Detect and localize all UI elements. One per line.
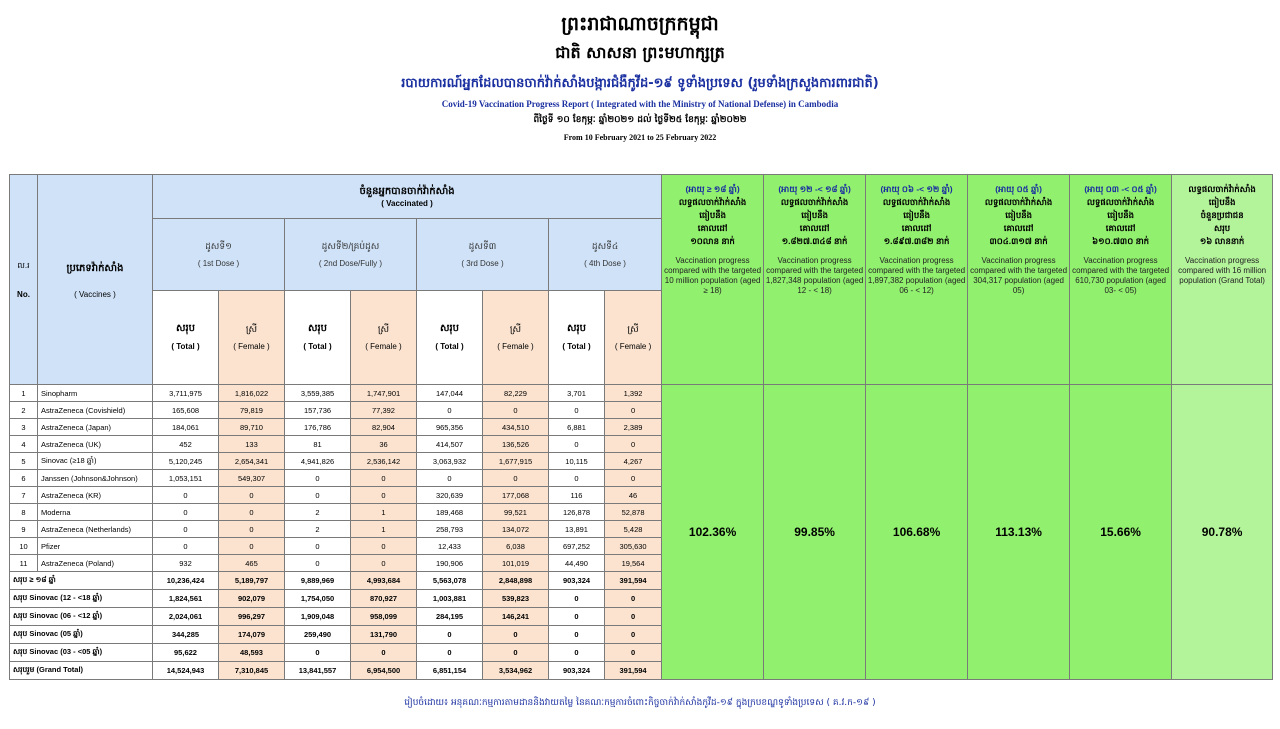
total-value: 320,639 bbox=[417, 487, 483, 504]
total-value: 259,490 bbox=[285, 626, 351, 644]
total-value: 126,878 bbox=[549, 504, 605, 521]
total-value: 0 bbox=[417, 402, 483, 419]
date-range-khmer: ពីថ្ងៃទី ១០ ខែកុម្ភៈ ឆ្នាំ២០២១ ដល់ ថ្ងៃទី២៥ ខែកុម្ភៈ ឆ្នាំ២០២២ bbox=[533, 115, 747, 125]
report-title-khmer: របាយការណ៍អ្នកដែលបានចាក់វ៉ាក់សាំងបង្ការជំងឺកូវីដ-១៩ ទូទាំងប្រទេស (រួមទាំងក្រសួងការពារជាតិ) bbox=[401, 76, 879, 91]
total-value: 3,711,975 bbox=[153, 385, 219, 402]
female-value: 77,392 bbox=[351, 402, 417, 419]
vaccine-name: Janssen (Johnson&Johnson) bbox=[38, 470, 153, 487]
group-target: ៦១០.៧៣០ នាក់ bbox=[1092, 236, 1150, 246]
total-value: 0 bbox=[417, 644, 483, 662]
female-value: 134,072 bbox=[483, 521, 549, 538]
subhead-female bbox=[605, 291, 662, 385]
female-km: ស្រី bbox=[509, 323, 522, 334]
vaccine-name: AstraZeneca (UK) bbox=[38, 436, 153, 453]
female-value: 0 bbox=[351, 487, 417, 504]
female-value: 3,534,962 bbox=[483, 662, 549, 680]
group-header-06-12 bbox=[866, 175, 968, 385]
female-value: 133 bbox=[219, 436, 285, 453]
total-value: 0 bbox=[285, 538, 351, 555]
row-number: 9 bbox=[10, 521, 38, 538]
group-desc-en: Vaccination progress compared with the targeted 1,897,382 population (aged 06 - < 12) bbox=[867, 256, 966, 295]
female-value: 82,904 bbox=[351, 419, 417, 436]
total-value: 5,120,245 bbox=[153, 453, 219, 470]
female-en: ( Female ) bbox=[497, 341, 534, 351]
female-value: 131,790 bbox=[351, 626, 417, 644]
vaccine-name: Moderna bbox=[38, 504, 153, 521]
total-value: 190,906 bbox=[417, 555, 483, 572]
dose-header-2 bbox=[285, 219, 417, 291]
female-value: 82,229 bbox=[483, 385, 549, 402]
total-value: 0 bbox=[549, 470, 605, 487]
group-line1: លទ្ធផលចាក់វ៉ាក់សាំង bbox=[1086, 197, 1155, 207]
total-value: 1,754,050 bbox=[285, 590, 351, 608]
total-value: 10,236,424 bbox=[153, 572, 219, 590]
total-km: សរុប bbox=[175, 323, 196, 334]
summary-name: សរុប Sinovac (12 - <18 ឆ្នាំ) bbox=[10, 590, 153, 608]
vaccine-name: Sinopharm bbox=[38, 385, 153, 402]
total-value: 116 bbox=[549, 487, 605, 504]
female-value: 0 bbox=[219, 538, 285, 555]
subhead-total bbox=[285, 291, 351, 385]
female-value: 1,392 bbox=[605, 385, 662, 402]
vaccine-name: AstraZeneca (Poland) bbox=[38, 555, 153, 572]
total-value: 0 bbox=[417, 470, 483, 487]
total-en: ( Total ) bbox=[171, 342, 200, 351]
total-value: 0 bbox=[549, 436, 605, 453]
total-value: 6,881 bbox=[549, 419, 605, 436]
table-row bbox=[10, 385, 1273, 402]
total-value: 697,252 bbox=[549, 538, 605, 555]
total-en: ( Total ) bbox=[435, 342, 464, 351]
row-number: 5 bbox=[10, 453, 38, 470]
female-en: ( Female ) bbox=[233, 341, 270, 351]
female-value: 2,389 bbox=[605, 419, 662, 436]
vaccination-table bbox=[9, 174, 1273, 680]
group-header-05 bbox=[968, 175, 1070, 385]
summary-name: សរុប ≥ ១៨ ឆ្នាំ bbox=[10, 572, 153, 590]
group-target: ១៦ លាននាក់ bbox=[1199, 236, 1245, 246]
total-value: 0 bbox=[549, 608, 605, 626]
female-value: 434,510 bbox=[483, 419, 549, 436]
group-target: ៣០៤.៣១៧ នាក់ bbox=[989, 236, 1048, 246]
female-km: ស្រី bbox=[627, 323, 639, 334]
female-value: 958,099 bbox=[351, 608, 417, 626]
total-en: ( Total ) bbox=[562, 342, 591, 351]
group-header-03-05 bbox=[1070, 175, 1172, 385]
group-desc-en: Vaccination progress compared with the targeted 10 million population (aged ≥ 18) bbox=[664, 256, 762, 295]
female-value: 6,038 bbox=[483, 538, 549, 555]
total-value: 2,024,061 bbox=[153, 608, 219, 626]
summary-name: សរុប Sinovac (06 - <12 ឆ្នាំ) bbox=[10, 608, 153, 626]
total-value: 1,824,561 bbox=[153, 590, 219, 608]
vaccine-name: AstraZeneca (Covishield) bbox=[38, 402, 153, 419]
female-value: 101,019 bbox=[483, 555, 549, 572]
subhead-female bbox=[483, 291, 549, 385]
female-value: 1 bbox=[351, 504, 417, 521]
total-value: 414,507 bbox=[417, 436, 483, 453]
group-desc-en: Vaccination progress compared with the targeted 610,730 population (aged 03- < 05) bbox=[1072, 256, 1170, 295]
total-value: 0 bbox=[285, 470, 351, 487]
female-value: 5,189,797 bbox=[219, 572, 285, 590]
dose-en: ( 3rd Dose ) bbox=[461, 258, 504, 268]
total-value: 1,053,151 bbox=[153, 470, 219, 487]
total-value: 14,524,943 bbox=[153, 662, 219, 680]
female-value: 19,564 bbox=[605, 555, 662, 572]
total-value: 2 bbox=[285, 504, 351, 521]
dose-km: ដូសទី៤ bbox=[591, 240, 619, 251]
total-en: ( Total ) bbox=[303, 342, 332, 351]
national-motto: ជាតិ សាសនា ព្រះមហាក្សត្រ bbox=[555, 43, 725, 62]
vaccine-name: Sinovac (≥18 ឆ្នាំ) bbox=[38, 453, 153, 470]
total-km: សរុប bbox=[566, 323, 587, 334]
group-line1: លទ្ធផលចាក់វ៉ាក់សាំង bbox=[882, 197, 951, 207]
female-value: 79,819 bbox=[219, 402, 285, 419]
total-value: 10,115 bbox=[549, 453, 605, 470]
row-number: 1 bbox=[10, 385, 38, 402]
progress-percentage: 102.36% bbox=[662, 385, 764, 680]
female-value: 2,536,142 bbox=[351, 453, 417, 470]
dose-km: ដូសទី៣ bbox=[468, 240, 497, 251]
group-target: ១០លាន នាក់ bbox=[690, 236, 735, 246]
female-value: 0 bbox=[483, 626, 549, 644]
total-value: 258,793 bbox=[417, 521, 483, 538]
total-value: 3,701 bbox=[549, 385, 605, 402]
dose-en: ( 1st Dose ) bbox=[197, 258, 240, 268]
vaccinated-km: ចំនួនអ្នកបានចាក់វ៉ាក់សាំង bbox=[359, 186, 455, 197]
female-value: 0 bbox=[351, 470, 417, 487]
group-line3: គោលដៅ bbox=[901, 223, 932, 233]
total-value: 1,909,048 bbox=[285, 608, 351, 626]
group-age: (អាយុ ០៣ -< ០៥ ឆ្នាំ) bbox=[1084, 184, 1157, 194]
group-line2: ធៀបនឹង bbox=[1107, 210, 1134, 220]
group-line2: ចំនួនប្រជាជន bbox=[1200, 210, 1244, 220]
female-value: 391,594 bbox=[605, 572, 662, 590]
col-vaccine-km: ប្រភេទវ៉ាក់សាំង bbox=[66, 262, 124, 274]
group-desc-en: Vaccination progress compared with the targeted 304,317 population (aged 05) bbox=[970, 256, 1068, 295]
total-km: សរុប bbox=[439, 323, 460, 334]
female-value: 136,526 bbox=[483, 436, 549, 453]
female-value: 0 bbox=[219, 504, 285, 521]
total-value: 903,324 bbox=[549, 572, 605, 590]
col-no-km: ល.រ bbox=[17, 261, 30, 270]
group-line1: លទ្ធផលចាក់វ៉ាក់សាំង bbox=[984, 197, 1053, 207]
subhead-total bbox=[417, 291, 483, 385]
female-en: ( Female ) bbox=[365, 341, 402, 351]
group-line3: សរុប bbox=[1214, 223, 1231, 233]
report-title-english: Covid-19 Vaccination Progress Report ( Integrated with the Ministry of National Defense) in Cambodia bbox=[441, 99, 839, 109]
female-value: 174,079 bbox=[219, 626, 285, 644]
dose-km: ដូសទី២/គ្រប់ដូស bbox=[321, 240, 380, 251]
group-age: (អាយុ ១២ -< ១៨ ឆ្នាំ) bbox=[778, 184, 851, 194]
group-line1: ធៀបនឹង bbox=[1208, 197, 1236, 207]
subhead-total bbox=[153, 291, 219, 385]
female-value: 0 bbox=[605, 436, 662, 453]
total-value: 0 bbox=[153, 521, 219, 538]
total-value: 0 bbox=[285, 644, 351, 662]
kingdom-title: ព្រះរាជាណាចក្រកម្ពុជា bbox=[561, 13, 719, 35]
female-value: 0 bbox=[483, 470, 549, 487]
group-desc-en: Vaccination progress compared with the targeted 1,827,348 population (aged 12 - < 18) bbox=[765, 256, 864, 295]
total-value: 0 bbox=[549, 590, 605, 608]
row-number: 2 bbox=[10, 402, 38, 419]
group-age: លទ្ធផលចាក់វ៉ាក់សាំង bbox=[1188, 184, 1256, 194]
female-value: 177,068 bbox=[483, 487, 549, 504]
group-line2: ធៀបនឹង bbox=[903, 210, 930, 220]
female-value: 391,594 bbox=[605, 662, 662, 680]
row-number: 7 bbox=[10, 487, 38, 504]
col-vaccine-header bbox=[38, 175, 153, 385]
total-value: 0 bbox=[549, 644, 605, 662]
total-value: 147,044 bbox=[417, 385, 483, 402]
female-value: 0 bbox=[351, 538, 417, 555]
group-age: (អាយុ ០៥ ឆ្នាំ) bbox=[995, 184, 1042, 194]
total-value: 1,003,881 bbox=[417, 590, 483, 608]
total-value: 903,324 bbox=[549, 662, 605, 680]
col-no-en: No. bbox=[17, 290, 30, 299]
group-line1: លទ្ធផលចាក់វ៉ាក់សាំង bbox=[678, 197, 747, 207]
vaccine-name: AstraZeneca (Netherlands) bbox=[38, 521, 153, 538]
group-line1: លទ្ធផលចាក់វ៉ាក់សាំង bbox=[780, 197, 849, 207]
female-value: 0 bbox=[605, 402, 662, 419]
female-value: 146,241 bbox=[483, 608, 549, 626]
female-value: 1,816,022 bbox=[219, 385, 285, 402]
total-value: 0 bbox=[285, 487, 351, 504]
female-value: 4,267 bbox=[605, 453, 662, 470]
total-value: 6,851,154 bbox=[417, 662, 483, 680]
female-value: 1 bbox=[351, 521, 417, 538]
total-value: 44,490 bbox=[549, 555, 605, 572]
group-target: ១.៨៩៧.៣៨២ នាក់ bbox=[883, 236, 950, 246]
female-value: 36 bbox=[351, 436, 417, 453]
total-value: 12,433 bbox=[417, 538, 483, 555]
female-value: 2,654,341 bbox=[219, 453, 285, 470]
vaccinated-en: ( Vaccinated ) bbox=[381, 199, 433, 208]
female-value: 465 bbox=[219, 555, 285, 572]
row-number: 3 bbox=[10, 419, 38, 436]
group-header-18plus bbox=[662, 175, 764, 385]
group-line3: គោលដៅ bbox=[1003, 223, 1034, 233]
subhead-female bbox=[219, 291, 285, 385]
female-value: 4,993,684 bbox=[351, 572, 417, 590]
progress-percentage: 99.85% bbox=[764, 385, 866, 680]
female-value: 0 bbox=[351, 644, 417, 662]
total-value: 965,356 bbox=[417, 419, 483, 436]
total-value: 932 bbox=[153, 555, 219, 572]
female-value: 305,630 bbox=[605, 538, 662, 555]
row-number: 10 bbox=[10, 538, 38, 555]
progress-percentage: 90.78% bbox=[1172, 385, 1273, 680]
col-no-header bbox=[10, 175, 38, 385]
group-line2: ធៀបនឹង bbox=[801, 210, 828, 220]
group-line2: ធៀបនឹង bbox=[699, 210, 726, 220]
table-body bbox=[10, 385, 1273, 680]
row-number: 4 bbox=[10, 436, 38, 453]
summary-name: សរុប Sinovac (03 - <05 ឆ្នាំ) bbox=[10, 644, 153, 662]
female-value: 996,297 bbox=[219, 608, 285, 626]
vaccine-name: AstraZeneca (Japan) bbox=[38, 419, 153, 436]
female-km: ស្រី bbox=[245, 323, 258, 334]
group-line3: គោលដៅ bbox=[1105, 223, 1136, 233]
female-value: 0 bbox=[605, 626, 662, 644]
female-value: 0 bbox=[219, 487, 285, 504]
summary-name: សរុប Sinovac (05 ឆ្នាំ) bbox=[10, 626, 153, 644]
female-value: 0 bbox=[219, 521, 285, 538]
total-value: 0 bbox=[285, 555, 351, 572]
total-value: 0 bbox=[417, 626, 483, 644]
row-number: 8 bbox=[10, 504, 38, 521]
total-value: 165,608 bbox=[153, 402, 219, 419]
dose-header-1 bbox=[153, 219, 285, 291]
female-value: 0 bbox=[605, 590, 662, 608]
group-age: (អាយុ ≥ ១៨ ឆ្នាំ) bbox=[685, 184, 740, 194]
group-line3: គោលដៅ bbox=[697, 223, 728, 233]
female-km: ស្រី bbox=[377, 323, 390, 334]
vaccine-name: AstraZeneca (KR) bbox=[38, 487, 153, 504]
female-value: 99,521 bbox=[483, 504, 549, 521]
progress-percentage: 106.68% bbox=[866, 385, 968, 680]
total-value: 0 bbox=[153, 504, 219, 521]
total-value: 184,061 bbox=[153, 419, 219, 436]
dose-en: ( 2nd Dose/Fully ) bbox=[318, 258, 383, 268]
total-value: 344,285 bbox=[153, 626, 219, 644]
total-value: 4,941,826 bbox=[285, 453, 351, 470]
female-value: 539,823 bbox=[483, 590, 549, 608]
summary-name: សរុបរួម (Grand Total) bbox=[10, 662, 153, 680]
progress-percentage: 113.13% bbox=[968, 385, 1070, 680]
female-value: 7,310,845 bbox=[219, 662, 285, 680]
group-header-grand-total bbox=[1172, 175, 1273, 385]
female-value: 46 bbox=[605, 487, 662, 504]
total-value: 189,468 bbox=[417, 504, 483, 521]
row-number: 6 bbox=[10, 470, 38, 487]
dose-header-4 bbox=[549, 219, 662, 291]
female-value: 1,747,901 bbox=[351, 385, 417, 402]
total-value: 13,891 bbox=[549, 521, 605, 538]
total-value: 0 bbox=[549, 626, 605, 644]
subhead-total bbox=[549, 291, 605, 385]
group-target: ១.៨២៧.៣៤៨ នាក់ bbox=[781, 236, 848, 246]
female-value: 2,848,898 bbox=[483, 572, 549, 590]
date-range-english: From 10 February 2021 to 25 February 2022 bbox=[563, 133, 717, 142]
female-value: 1,677,915 bbox=[483, 453, 549, 470]
group-age: (អាយុ ០៦ -< ១២ ឆ្នាំ) bbox=[880, 184, 953, 194]
total-value: 3,559,385 bbox=[285, 385, 351, 402]
total-value: 157,736 bbox=[285, 402, 351, 419]
total-value: 5,563,078 bbox=[417, 572, 483, 590]
female-value: 0 bbox=[605, 470, 662, 487]
total-value: 284,195 bbox=[417, 608, 483, 626]
total-value: 452 bbox=[153, 436, 219, 453]
group-line3: គោលដៅ bbox=[799, 223, 830, 233]
dose-km: ដូសទី១ bbox=[205, 240, 232, 251]
total-value: 0 bbox=[153, 487, 219, 504]
vaccine-name: Pfizer bbox=[38, 538, 153, 555]
total-value: 9,889,969 bbox=[285, 572, 351, 590]
female-value: 0 bbox=[351, 555, 417, 572]
footer-prepared-by: រៀបចំដោយ៖ អនុគណៈកម្មការតាមដាននិងវាយតម្លៃ នៃគណៈកម្មការចំពោះកិច្ចចាក់វ៉ាក់សាំងកូវីដ-១៩ ក្នុងក្របខណ្ឌទូទាំងប្រទេស ( គ.វ.ក-១៩ ) bbox=[404, 698, 876, 708]
female-value: 0 bbox=[605, 608, 662, 626]
female-value: 5,428 bbox=[605, 521, 662, 538]
vaccinated-header bbox=[153, 175, 662, 219]
dose-header-3 bbox=[417, 219, 549, 291]
female-value: 89,710 bbox=[219, 419, 285, 436]
female-value: 870,927 bbox=[351, 590, 417, 608]
col-vaccine-en: ( Vaccines ) bbox=[74, 289, 116, 299]
female-value: 0 bbox=[605, 644, 662, 662]
total-value: 0 bbox=[153, 538, 219, 555]
total-value: 95,622 bbox=[153, 644, 219, 662]
female-value: 902,079 bbox=[219, 590, 285, 608]
progress-percentage: 15.66% bbox=[1070, 385, 1172, 680]
group-line2: ធៀបនឹង bbox=[1005, 210, 1032, 220]
female-value: 52,878 bbox=[605, 504, 662, 521]
row-number: 11 bbox=[10, 555, 38, 572]
dose-en: ( 4th Dose ) bbox=[584, 258, 626, 268]
female-value: 6,954,500 bbox=[351, 662, 417, 680]
female-value: 48,593 bbox=[219, 644, 285, 662]
group-desc-en: Vaccination progress compared with 16 million population (Grand Total) bbox=[1178, 256, 1267, 285]
total-value: 2 bbox=[285, 521, 351, 538]
group-header-12-18 bbox=[764, 175, 866, 385]
total-value: 0 bbox=[549, 402, 605, 419]
subhead-female bbox=[351, 291, 417, 385]
female-value: 0 bbox=[483, 644, 549, 662]
total-value: 81 bbox=[285, 436, 351, 453]
total-value: 176,786 bbox=[285, 419, 351, 436]
female-value: 549,307 bbox=[219, 470, 285, 487]
female-en: ( Female ) bbox=[614, 341, 652, 351]
total-value: 13,841,557 bbox=[285, 662, 351, 680]
total-km: សរុប bbox=[307, 323, 328, 334]
female-value: 0 bbox=[483, 402, 549, 419]
total-value: 3,063,932 bbox=[417, 453, 483, 470]
